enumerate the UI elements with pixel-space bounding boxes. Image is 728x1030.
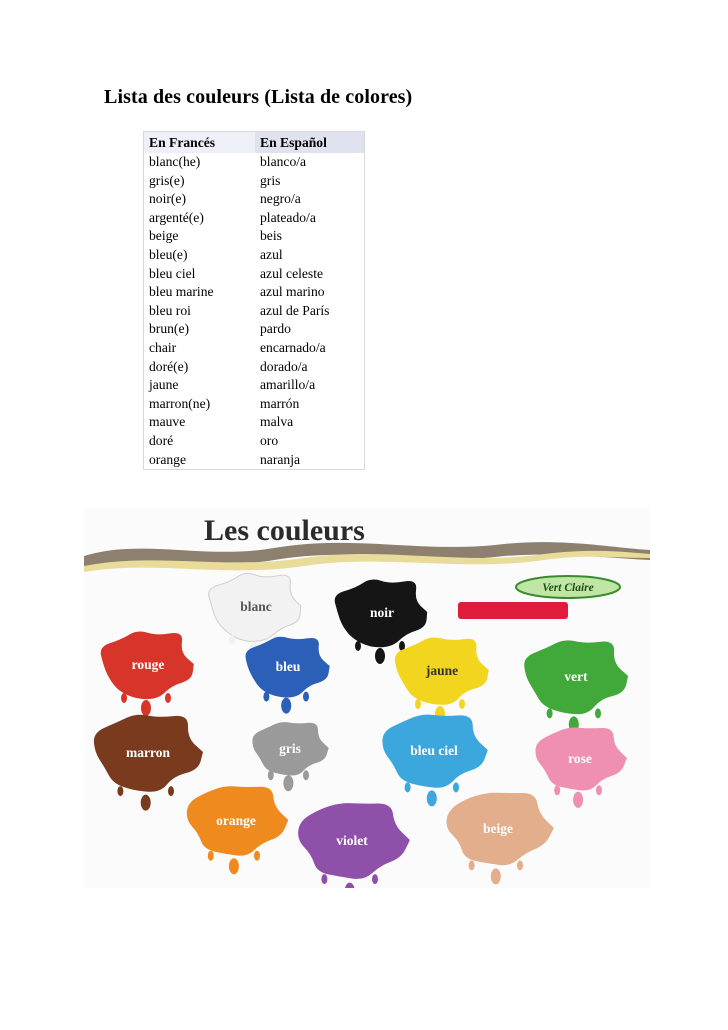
table-row	[144, 246, 365, 265]
french-color-cell: bleu(e)	[149, 246, 188, 262]
blob-rose-label: rose	[568, 751, 592, 766]
spanish-color-cell: amarillo/a	[260, 377, 316, 393]
french-color-cell: marron(ne)	[149, 395, 211, 411]
blob-gris-drip	[268, 770, 274, 780]
blob-beige-drip	[491, 868, 501, 884]
french-color-cell: mauve	[149, 414, 186, 430]
table-row	[144, 432, 365, 451]
french-color-cell: chair	[149, 339, 177, 355]
table-row	[144, 413, 365, 432]
blob-bleu-drip	[303, 692, 309, 702]
red-badge	[458, 602, 568, 619]
blob-violet-drip	[321, 874, 327, 884]
blob-rose-drip	[573, 792, 583, 808]
spanish-color-cell: azul de París	[260, 302, 330, 318]
french-color-cell: brun(e)	[149, 321, 190, 337]
blob-noir-drip	[355, 641, 361, 651]
blob-orange-drip	[254, 851, 260, 861]
blob-rouge-label: rouge	[131, 657, 165, 672]
illustration-heading: Les couleurs	[204, 514, 365, 547]
table-row	[144, 320, 365, 339]
blob-bleu-drip	[281, 698, 291, 714]
spanish-color-cell: negro/a	[260, 191, 301, 207]
spanish-color-cell: plateado/a	[260, 209, 316, 225]
spanish-color-cell: malva	[260, 414, 294, 430]
table-row	[144, 339, 365, 358]
blob-bleu-ciel-drip	[405, 782, 411, 792]
spanish-color-cell: azul celeste	[260, 265, 324, 281]
blob-beige-label: beige	[483, 821, 513, 836]
blob-gris-label: gris	[279, 741, 301, 756]
blob-vert-drip	[595, 708, 601, 718]
spanish-color-cell: pardo	[260, 321, 291, 337]
blob-rose-drip	[554, 785, 560, 795]
column-header-spanish: En Español	[255, 132, 365, 154]
blob-noir-drip	[375, 648, 385, 664]
blob-jaune-drip	[459, 699, 465, 709]
blob-blanc-drip	[229, 635, 235, 645]
colors-illustration	[84, 508, 650, 888]
french-color-cell: noir(e)	[149, 191, 186, 207]
vert-claire-badge	[516, 576, 620, 598]
table-row	[144, 451, 365, 470]
page-title: Lista des couleurs (Lista de colores)	[104, 86, 413, 108]
spanish-color-cell: beis	[260, 228, 282, 244]
table-row	[144, 302, 365, 321]
blob-rouge-drip	[121, 693, 127, 703]
blob-marron-drip	[117, 786, 123, 796]
blob-orange-drip	[208, 851, 214, 861]
french-color-cell: bleu marine	[149, 284, 214, 300]
blob-gris-drip	[283, 775, 293, 791]
french-color-cell: doré	[149, 432, 174, 448]
blob-vert-label: vert	[564, 669, 588, 684]
french-color-cell: orange	[149, 451, 186, 467]
french-color-cell: bleu ciel	[149, 265, 196, 281]
blob-noir-label: noir	[369, 605, 395, 620]
table-row	[144, 358, 365, 377]
table-header-row	[144, 132, 365, 154]
table-row	[144, 209, 365, 228]
spanish-color-cell: oro	[260, 432, 279, 448]
blob-orange-label: orange	[216, 813, 256, 828]
color-table	[143, 131, 365, 470]
spanish-color-cell: blanco/a	[260, 154, 307, 169]
spanish-color-cell: gris	[260, 172, 281, 188]
blob-rose-drip	[596, 785, 602, 795]
table-row	[144, 265, 365, 284]
colors-illustration-svg	[84, 508, 650, 888]
blob-bleu-drip	[263, 692, 269, 702]
blob-violet-label: violet	[336, 833, 368, 848]
blob-rouge-drip	[165, 693, 171, 703]
spanish-color-cell: azul marino	[260, 284, 325, 300]
spanish-color-cell: encarnado/a	[260, 339, 326, 355]
blob-marron-drip	[168, 786, 174, 796]
table-row	[144, 376, 365, 395]
french-color-cell: doré(e)	[149, 358, 189, 374]
blob-blanc-label: blanc	[240, 599, 272, 614]
french-color-cell: argenté(e)	[149, 209, 204, 225]
blob-violet-drip	[372, 874, 378, 884]
spanish-color-cell: azul	[260, 246, 283, 262]
french-color-cell: beige	[149, 228, 179, 244]
blob-jaune-drip	[415, 699, 421, 709]
table-row	[144, 172, 365, 191]
table-row	[144, 227, 365, 246]
blob-gris-drip	[303, 770, 309, 780]
spanish-color-cell: dorado/a	[260, 358, 308, 374]
table-row	[144, 153, 365, 172]
vert-claire-badge-label: Vert Claire	[542, 582, 594, 594]
blob-rouge-drip	[141, 700, 151, 716]
table-row	[144, 283, 365, 302]
blob-bleu-ciel-label: bleu ciel	[410, 743, 458, 758]
table-row	[144, 190, 365, 209]
table-body	[144, 153, 365, 470]
blob-bleu-ciel-drip	[427, 790, 437, 806]
french-color-cell: gris(e)	[149, 172, 185, 188]
blob-bleu-label: bleu	[275, 659, 301, 674]
blob-bleu-ciel-drip	[453, 782, 459, 792]
french-color-cell: jaune	[149, 377, 179, 393]
table-row	[144, 395, 365, 414]
blob-orange-drip	[229, 858, 239, 874]
blob-marron-label: marron	[126, 745, 170, 760]
french-color-cell: bleu roi	[149, 302, 191, 318]
blob-jaune-label: jaune	[425, 663, 459, 678]
blob-beige-drip	[469, 860, 475, 870]
spanish-color-cell: naranja	[260, 451, 300, 467]
blob-marron-drip	[141, 795, 151, 811]
french-color-cell: blanc(he)	[149, 154, 201, 169]
column-header-french: En Francés	[144, 132, 256, 154]
blob-beige-drip	[517, 860, 523, 870]
spanish-color-cell: marrón	[260, 395, 300, 411]
blob-vert-drip	[547, 708, 553, 718]
